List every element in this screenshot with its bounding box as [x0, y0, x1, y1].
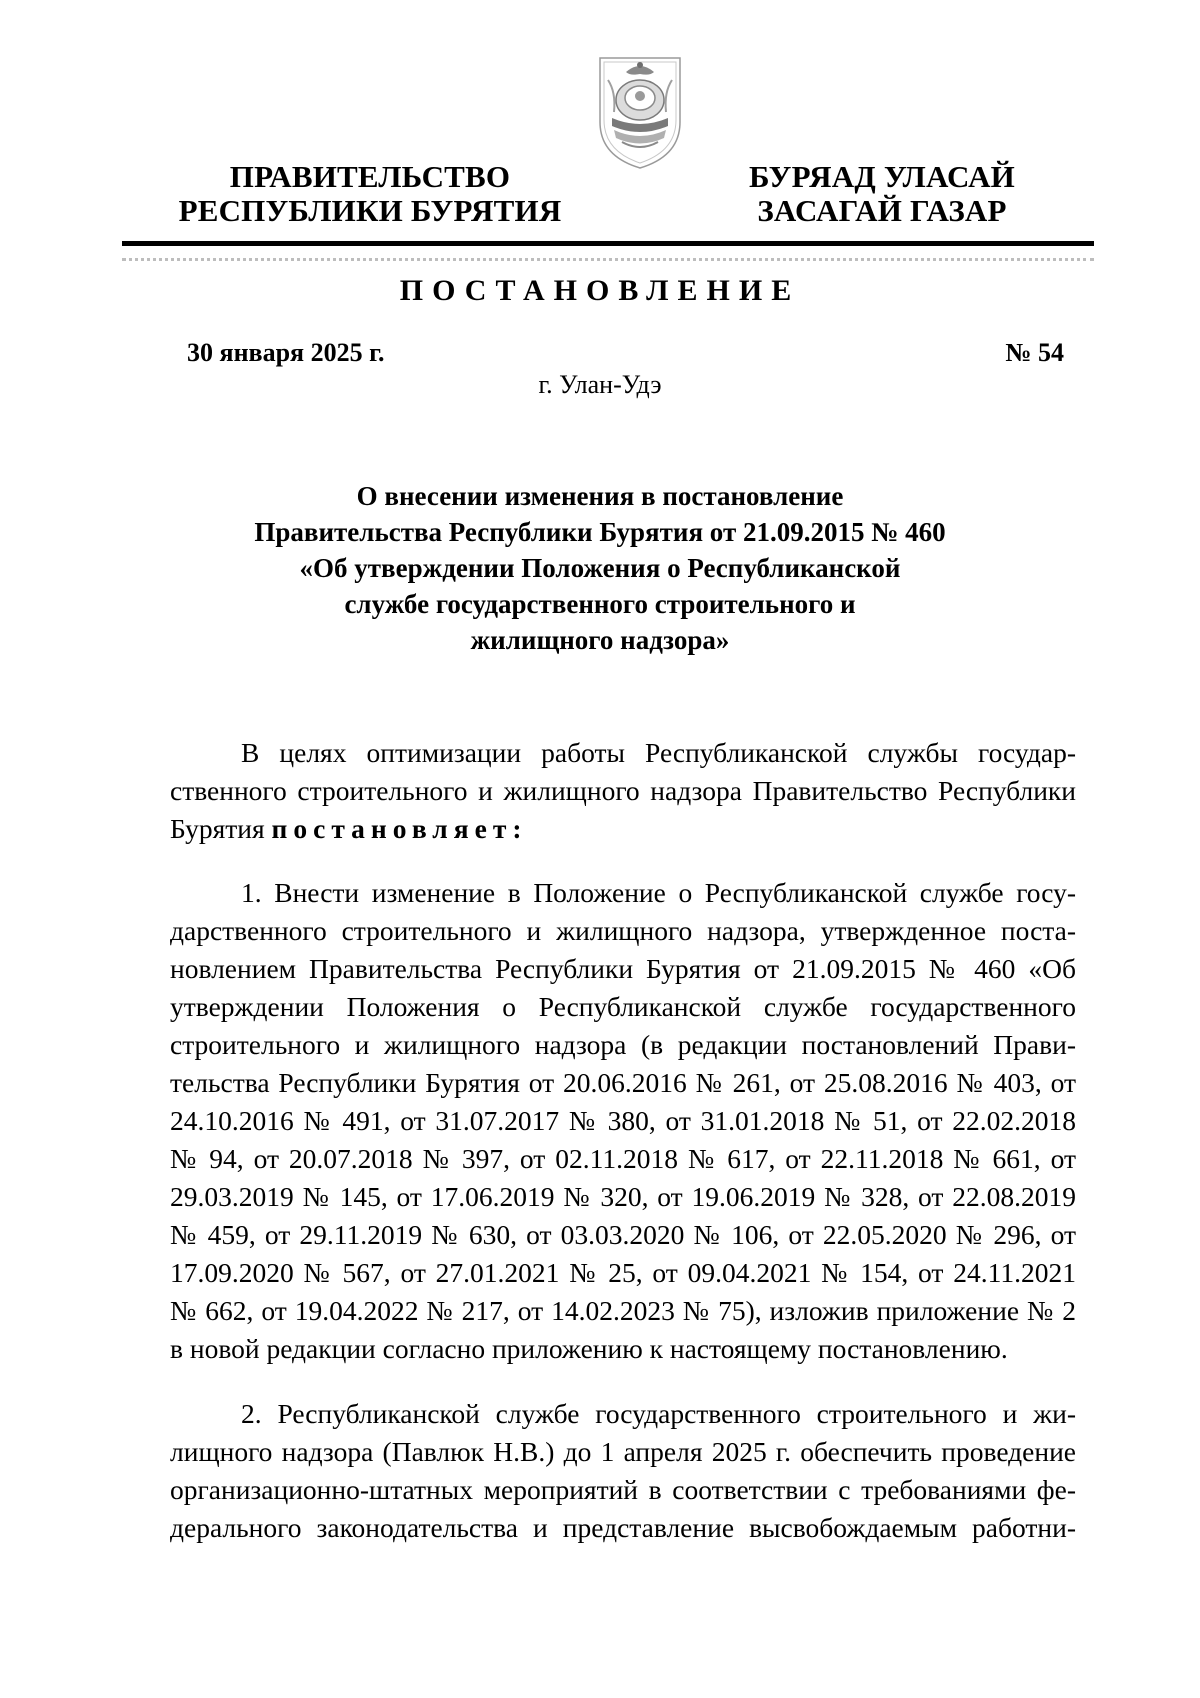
paragraph-line: тельства Республики Бурятия от 20.06.2016 № 261, от 25.08.2016 № 403, от — [170, 1067, 1076, 1098]
header-right-line-2: ЗАСАГАЙ ГАЗАР — [757, 193, 1007, 228]
paragraph-line: новлением Правительства Республики Бурятия от 21.09.2015 № 460 «Об — [170, 953, 1076, 984]
title-line: жилищного надзора» — [470, 625, 730, 655]
paragraph-line: № 662, от 19.04.2022 № 217, от 14.02.2023 № 75), изложив приложение № 2 — [170, 1295, 1076, 1326]
header-left-line-1: ПРАВИТЕЛЬСТВО — [229, 159, 511, 194]
government-name-russian — [160, 160, 580, 228]
paragraph-line: лищного надзора (Павлюк Н.В.) до 1 апреля 2025 г. обеспечить проведение — [170, 1436, 1076, 1467]
paragraph-line: 17.09.2020 № 567, от 27.01.2021 № 25, от 09.04.2021 № 154, от 24.11.2021 — [170, 1257, 1076, 1288]
paragraph-line: 2. Республиканской службе государственного строительного и жи- — [241, 1398, 1076, 1429]
paragraph-line: № 459, от 29.11.2019 № 630, от 03.03.2020 № 106, от 22.05.2020 № 296, от — [170, 1219, 1076, 1250]
intro-prefix: Бурятия — [170, 813, 272, 844]
paragraph-line: организационно-штатных мероприятий в соответствии с требованиями фе- — [170, 1474, 1076, 1505]
government-name-buryat — [722, 160, 1042, 228]
title-line: Правительства Республики Бурятия от 21.09.2015 № 460 — [254, 517, 946, 547]
document-type: ПОСТАНОВЛЕНИЕ — [399, 274, 801, 307]
resolution-keyword: постановляет: — [271, 813, 528, 844]
title-line: «Об утверждении Положения о Республиканской — [299, 553, 901, 583]
header-right-line-1: БУРЯАД УЛАСАЙ — [749, 159, 1015, 194]
paragraph-line: В целях оптимизации работы Республиканской службы государ- — [241, 737, 1076, 768]
paragraph-line: 29.03.2019 № 145, от 17.06.2019 № 320, от 19.06.2019 № 328, от 22.08.2019 — [170, 1181, 1076, 1212]
header-left-line-2: РЕСПУБЛИКИ БУРЯТИЯ — [178, 193, 562, 228]
document-city: г. Улан-Удэ — [538, 370, 662, 399]
paragraph-line: дарственного строительного и жилищного надзора, утвержденное поста- — [170, 915, 1076, 946]
clause-1-paragraph — [170, 874, 1076, 1368]
document-date: 30 января 2025 г. — [187, 338, 385, 367]
title-line: службе государственного строительного и — [344, 589, 856, 619]
paragraph-line: 1. Внести изменение в Положение о Республиканской службе госу- — [241, 877, 1076, 908]
paragraph-line: 24.10.2016 № 491, от 31.07.2017 № 380, от 31.01.2018 № 51, от 22.02.2018 — [170, 1105, 1076, 1136]
paragraph-line: строительного и жилищного надзора (в редакции постановлений Прави- — [170, 1029, 1076, 1060]
title-line: О внесении изменения в постановление — [356, 481, 844, 511]
paragraph-line: ственного строительного и жилищного надзора Правительство Республики — [170, 775, 1076, 806]
coat-of-arms-emblem — [596, 52, 684, 172]
paragraph-line: дерального законодательства и представление высвобождаемым работни- — [170, 1512, 1076, 1543]
paragraph-line: утверждении Положения о Республиканской службе государственного — [170, 991, 1076, 1022]
intro-paragraph — [170, 734, 1076, 848]
clause-2-paragraph — [170, 1395, 1076, 1547]
paragraph-line: в новой редакции согласно приложению к настоящему постановлению. — [170, 1333, 1008, 1364]
paragraph-line — [170, 810, 1076, 848]
paragraph-line: № 94, от 20.07.2018 № 397, от 02.11.2018 № 617, от 22.11.2018 № 661, от — [170, 1143, 1076, 1174]
header-divider-dotted — [122, 258, 1094, 261]
document-number: № 54 — [1005, 338, 1064, 367]
header-divider-thick — [122, 241, 1094, 246]
document-title — [150, 478, 1050, 658]
